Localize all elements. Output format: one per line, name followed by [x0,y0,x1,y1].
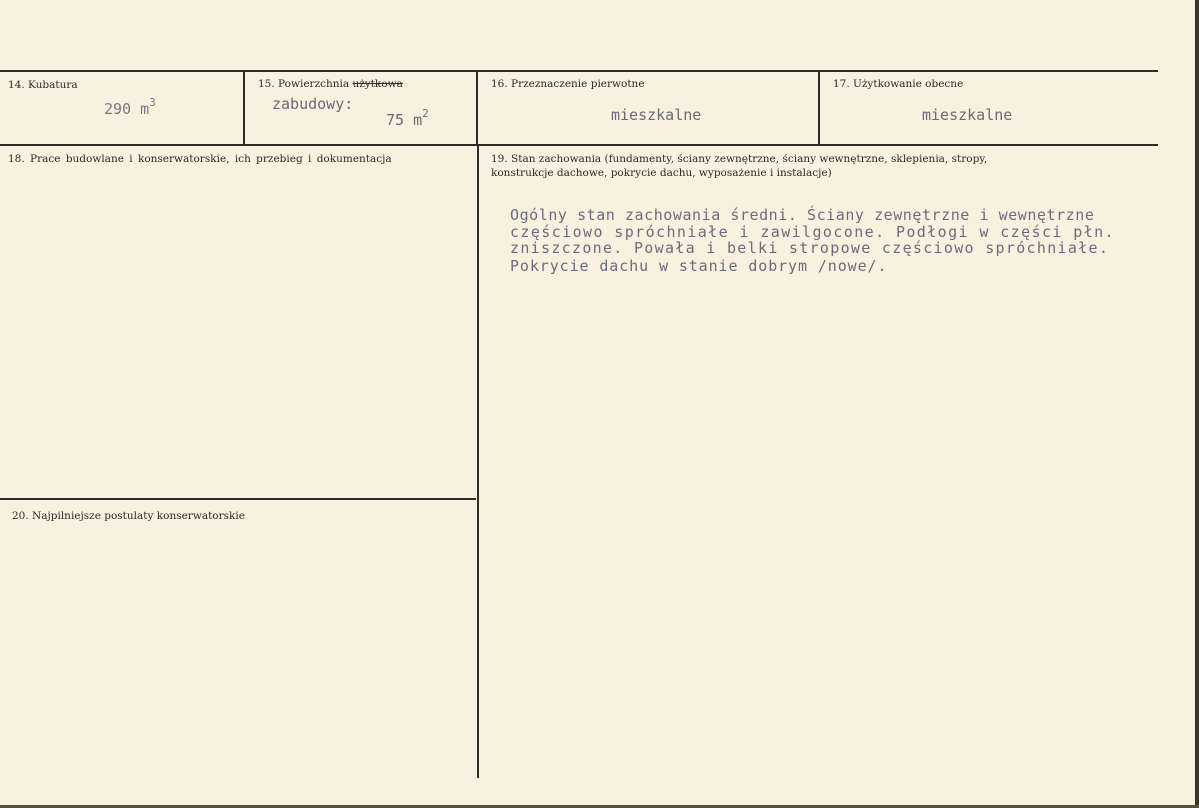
field-17-value: mieszkalne [922,106,1013,124]
field-15-value [386,109,429,129]
field-19-label-line2: konstrukcje dachowe, pokrycie dachu, wyposażenie i instalacje) [491,167,832,179]
condition-line-4: Pokrycie dachu w stanie dobrym /nowe/. [510,257,888,275]
field-14-label: 14. Kubatura [8,79,78,91]
divider-16-17 [818,72,820,144]
field-16-label: 16. Przeznaczenie pierwotne [491,78,645,90]
field-15-exponent: 2 [422,107,429,120]
field-15-label-prefix: 15. Powierzchnia [258,78,353,90]
field-15-typed-label: zabudowy: [272,95,354,113]
field-15-number: 75 m [386,111,423,129]
field-14-exponent: 3 [149,96,156,109]
field-14-number: 290 m [104,100,150,118]
field-18-label: 18. Prace budowlane i konserwatorskie, ich przebieg i dokumentacja [8,153,392,165]
field-14-value [104,98,156,118]
divider-14-15 [243,72,245,144]
field-15-label-crossed: użytkowa [352,78,403,90]
section-18-bottom-rule [0,498,476,500]
condition-line-3: zniszczone. Powała i belki stropowe częściowo spróchniałe. [510,239,1110,257]
condition-line-2: częściowo spróchniałe i zawilgocone. Podłogi w części płn. [510,223,1115,241]
field-20-label: 20. Najpilniejsze postulaty konserwatorskie [12,510,245,522]
divider-15-16 [476,72,478,144]
card-edge-right [1195,0,1199,808]
condition-line-1: Ogólny stan zachowania średni. Ściany zewnętrzne i wewnętrzne [510,206,1095,224]
top-rule [0,70,1158,72]
field-16-value: mieszkalne [611,106,702,124]
row1-bottom-rule [0,144,1158,146]
divider-left-right [477,146,479,778]
field-19-label-line1: 19. Stan zachowania (fundamenty, ściany zewnętrzne, ściany wewnętrzne, sklepienia, stropy, [491,153,988,165]
field-15-label [258,77,403,91]
field-17-label: 17. Użytkowanie obecne [833,78,964,90]
